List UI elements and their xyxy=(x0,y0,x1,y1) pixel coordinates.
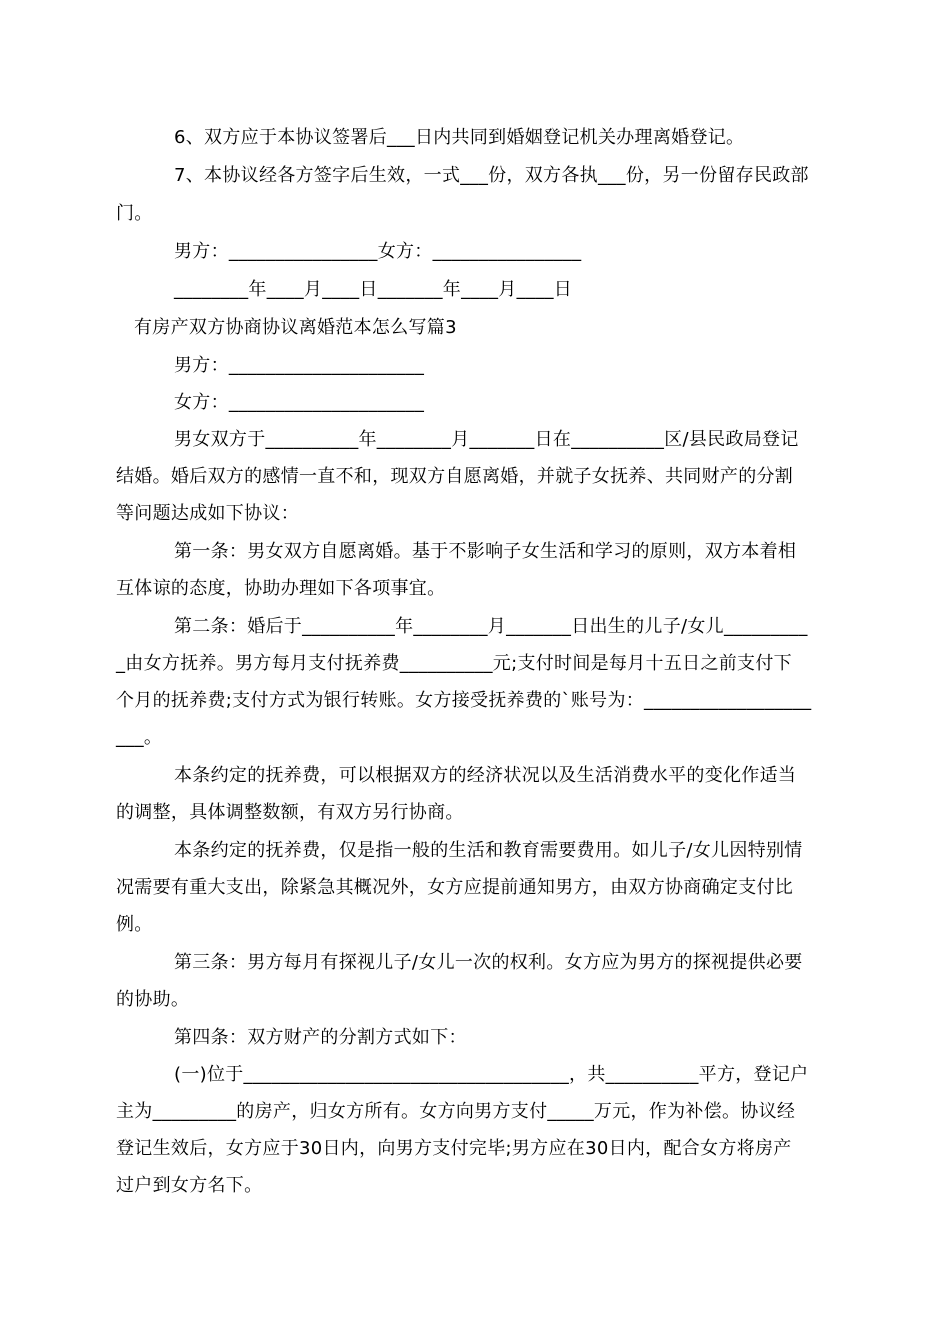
female-party-line: 女方：_____________________ xyxy=(174,392,425,413)
paragraph-line: 登记生效后，女方应于30日内，向男方支付完毕;男方应在30日内，配合女方将房产 xyxy=(116,1138,792,1159)
clause-7-line: 7、本协议经各方签字后生效，一式___份，双方各执___份，另一份留存民政部 xyxy=(174,165,809,186)
paragraph-line: 主为_________的房产，归女方所有。女方向男方支付_____万元，作为补偿。协议经 xyxy=(116,1101,796,1122)
paragraph-line: 个月的抚养费;支付方式为银行转账。女方接受抚养费的`账号为：__________________ xyxy=(116,690,812,711)
paragraph-line: 本条约定的抚养费，仅是指一般的生活和教育需要费用。如儿子/女儿因特别情 xyxy=(174,840,803,861)
signature-names-line: 男方：________________女方：________________ xyxy=(174,241,582,262)
paragraph-line: 互体谅的态度，协助办理如下各项事宜。 xyxy=(116,578,446,599)
paragraph-line: 本条约定的抚养费，可以根据双方的经济状况以及生活消费水平的变化作适当 xyxy=(174,765,797,786)
paragraph-line: 等问题达成如下协议： xyxy=(116,503,299,524)
section-heading: 有房产双方协商协议离婚范本怎么写篇3 xyxy=(134,317,457,338)
male-party-line: 男方：_____________________ xyxy=(174,355,425,376)
clause-7-continuation: 门。 xyxy=(116,203,153,224)
paragraph-line: _由女方抚养。男方每月支付抚养费__________元;支付时间是每月十五日之前支付下 xyxy=(116,653,792,674)
paragraph-line: 的调整，具体调整数额，有双方另行协商。 xyxy=(116,802,464,823)
paragraph-line: 结婚。婚后双方的感情一直不和，现双方自愿离婚，并就子女抚养、共同财产的分割 xyxy=(116,466,794,487)
article-2-line: 第二条：婚后于__________年________月_______日出生的儿子/女儿_________ xyxy=(174,616,808,637)
article-3-line: 第三条：男方每月有探视儿子/女儿一次的权利。女方应为男方的探视提供必要 xyxy=(174,952,803,973)
article-1-line: 第一条：男女双方自愿离婚。基于不影响子女生活和学习的原则，双方本着相 xyxy=(174,541,797,562)
paragraph-line: 过户到女方名下。 xyxy=(116,1175,263,1196)
property-item-line: (一)位于___________________________________，共__________平方，登记户 xyxy=(174,1064,809,1085)
clause-6-line: 6、双方应于本协议签署后___日内共同到婚姻登记机关办理离婚登记。 xyxy=(174,127,745,148)
article-4-line: 第四条：双方财产的分割方式如下： xyxy=(174,1027,467,1048)
signature-date-line: ________年____月____日_______年____月____日 xyxy=(174,279,573,300)
paragraph-line: 的协助。 xyxy=(116,989,190,1010)
paragraph-line: ___。 xyxy=(116,727,163,748)
marriage-registration-line: 男女双方于__________年________月_______日在__________区/县民政局登记 xyxy=(174,429,799,450)
paragraph-line: 例。 xyxy=(116,914,153,935)
paragraph-line: 况需要有重大支出，除紧急其概况外，女方应提前通知男方，由双方协商确定支付比 xyxy=(116,877,794,898)
